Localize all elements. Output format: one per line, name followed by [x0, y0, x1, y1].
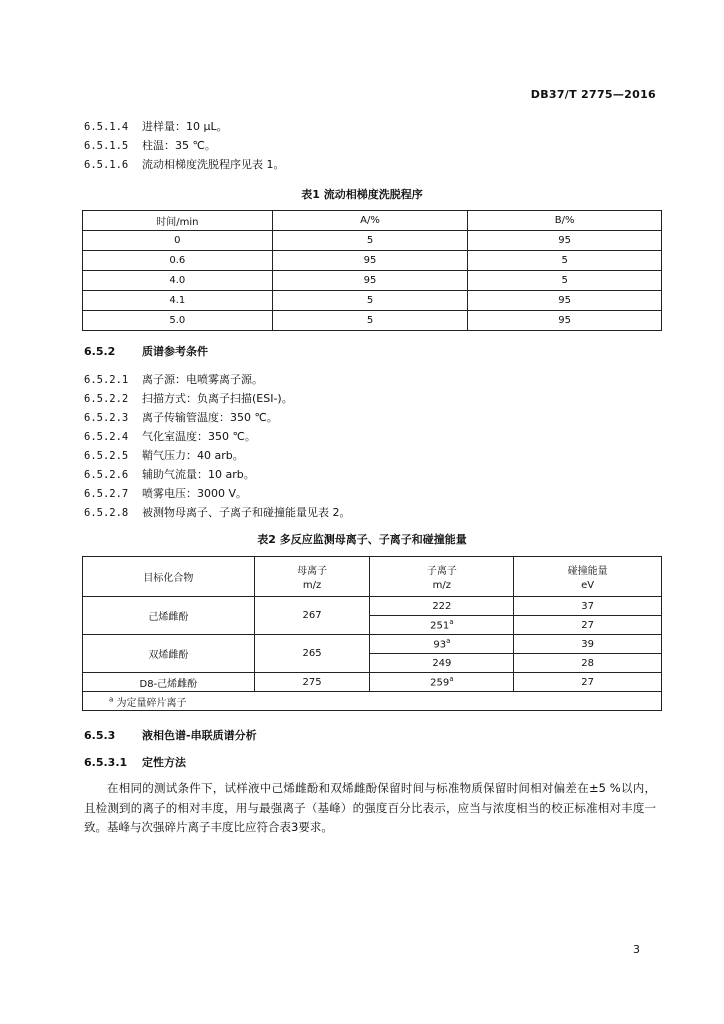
paragraph-text: 在相同的测试条件下，试样液中己烯雌酚和双烯雌酚保留时间与标准物质保留时间相对偏差在±5 %以内，且检测到的离子的相对丰度，用与最强离子（基峰）的强度百分比表示，应当与浓度相当的校正标准相对丰度一致。基峰与次强碎片离子丰度比应符合表3要求。 [84, 781, 656, 834]
table-cell-child [370, 673, 514, 692]
header-unit: m/z [302, 580, 322, 591]
clause-text: 离子传输管温度：350 ℃。 [142, 411, 278, 424]
table2-header-compound: 目标化合物 [83, 557, 255, 597]
section-number: 6.5.2 [84, 345, 116, 358]
table-row [83, 231, 662, 251]
clause-number: 6.5.2.7 [84, 488, 129, 500]
table-cell-parent: 265 [254, 635, 370, 673]
clause-text: 离子源：电喷雾离子源。 [142, 373, 263, 386]
table-cell-energy: 27 [514, 616, 662, 635]
clause-number: 6.5.2.4 [84, 431, 129, 443]
table-cell-compound: 己烯雌酚 [83, 597, 255, 635]
footnote-mark: a [446, 637, 451, 646]
table-cell-compound: 双烯雌酚 [83, 635, 255, 673]
clause-6-5-2-3 [84, 409, 278, 425]
section-title: 液相色谱-串联质谱分析 [142, 729, 257, 742]
clause-text: 扫描方式：负离子扫描(ESI-)。 [142, 392, 293, 405]
table1-header: A/% [272, 211, 468, 231]
header-unit: eV [581, 580, 595, 591]
table-cell-child [370, 635, 514, 654]
clause-6-5-2-4 [84, 428, 256, 444]
table-cell: 95 [272, 271, 468, 291]
clause-number: 6.5.2.8 [84, 507, 129, 519]
clause-6-5-1-4 [84, 118, 228, 134]
footnote-mark: a [109, 695, 114, 704]
header-label: 母离子 [297, 566, 328, 577]
clause-text: 鞘气压力：40 arb。 [142, 449, 244, 462]
table2 [82, 556, 662, 711]
clause-number: 6.5.2.2 [84, 393, 129, 405]
clause-number: 6.5.2.5 [84, 450, 129, 462]
table1-header: B/% [468, 211, 662, 231]
table-row [83, 673, 662, 692]
clause-number: 6.5.1.4 [84, 121, 129, 133]
table-cell-child: 222 [370, 597, 514, 616]
table-cell-energy: 39 [514, 635, 662, 654]
table-cell: 5 [272, 311, 468, 331]
table-cell: 4.1 [83, 291, 273, 311]
clause-text: 喷雾电压：3000 V。 [142, 487, 248, 500]
table-cell: 5 [272, 231, 468, 251]
section-6-5-2-heading [84, 343, 208, 359]
clause-6-5-2-6 [84, 466, 255, 482]
table2-footnote [83, 692, 662, 711]
table1-header: 时间/min [83, 211, 273, 231]
table-cell: 5 [272, 291, 468, 311]
table-cell-energy: 27 [514, 673, 662, 692]
ion-value: 251 [430, 620, 450, 632]
clause-number: 6.5.2.3 [84, 412, 129, 424]
table-cell: 95 [468, 291, 662, 311]
section-title: 定性方法 [142, 756, 186, 769]
table-row [83, 271, 662, 291]
page-number: 3 [633, 943, 640, 956]
table2-header-child [370, 557, 514, 597]
clause-text: 被测物母离子、子离子和碰撞能量见表 2。 [142, 506, 351, 519]
header-unit: m/z [432, 580, 452, 591]
table1-caption: 表1 流动相梯度洗脱程序 [301, 188, 423, 201]
clause-6-5-2-5 [84, 447, 244, 463]
table-cell-energy: 28 [514, 654, 662, 673]
table-row [83, 635, 662, 654]
footnote-text: 为定量碎片离子 [116, 697, 187, 709]
table2-caption: 表2 多反应监测母离子、子离子和碰撞能量 [257, 533, 467, 546]
table-row [83, 597, 662, 616]
table-cell-compound: D8-己烯雌酚 [83, 673, 255, 692]
clause-text: 辅助气流量：10 arb。 [142, 468, 255, 481]
clause-6-5-2-2 [84, 390, 293, 406]
table2-header-parent [254, 557, 370, 597]
footnote-mark: a [449, 618, 454, 627]
table-cell: 0.6 [83, 251, 273, 271]
table-cell-energy: 37 [514, 597, 662, 616]
table-row [83, 311, 662, 331]
clause-6-5-2-1 [84, 371, 263, 387]
clause-6-5-1-6 [84, 156, 285, 172]
table1-header-row [83, 211, 662, 231]
clause-number: 6.5.2.1 [84, 374, 129, 386]
table-row [83, 291, 662, 311]
table2-header-row [83, 557, 662, 597]
section-number: 6.5.3 [84, 729, 116, 742]
clause-text: 柱温：35 ℃。 [142, 139, 216, 152]
table-cell: 95 [468, 231, 662, 251]
ion-value: 93 [433, 639, 447, 651]
table-cell-parent: 275 [254, 673, 370, 692]
footnote-mark: a [449, 675, 454, 684]
header-label: 碰撞能量 [567, 566, 608, 577]
section-6-5-3-heading [84, 727, 257, 743]
clause-text: 进样量：10 μL。 [142, 120, 228, 133]
table-cell: 4.0 [83, 271, 273, 291]
clause-6-5-2-7 [84, 485, 247, 501]
section-title: 质谱参考条件 [142, 345, 208, 358]
clause-number: 6.5.2.6 [84, 469, 129, 481]
clause-text: 气化室温度：350 ℃。 [142, 430, 256, 443]
table1 [82, 210, 662, 331]
table-cell: 5 [468, 251, 662, 271]
section-number: 6.5.3.1 [84, 756, 128, 769]
body-paragraph [84, 779, 656, 838]
table-cell: 95 [468, 311, 662, 331]
header-label: 子离子 [426, 566, 457, 577]
table2-footnote-row [83, 692, 662, 711]
table-cell: 5.0 [83, 311, 273, 331]
clause-6-5-1-5 [84, 137, 216, 153]
table-cell-child [370, 616, 514, 635]
clause-number: 6.5.1.5 [84, 140, 129, 152]
document-code: DB37/T 2775—2016 [530, 88, 656, 101]
table-cell-child: 249 [370, 654, 514, 673]
ion-value: 259 [430, 677, 450, 689]
clause-6-5-2-8 [84, 504, 351, 520]
table-cell: 0 [83, 231, 273, 251]
table-row [83, 251, 662, 271]
table-cell: 95 [272, 251, 468, 271]
table-cell-parent: 267 [254, 597, 370, 635]
table2-header-energy [514, 557, 662, 597]
section-6-5-3-1-heading [84, 754, 186, 770]
clause-number: 6.5.1.6 [84, 159, 129, 171]
table-cell: 5 [468, 271, 662, 291]
clause-text: 流动相梯度洗脱程序见表 1。 [142, 158, 285, 171]
